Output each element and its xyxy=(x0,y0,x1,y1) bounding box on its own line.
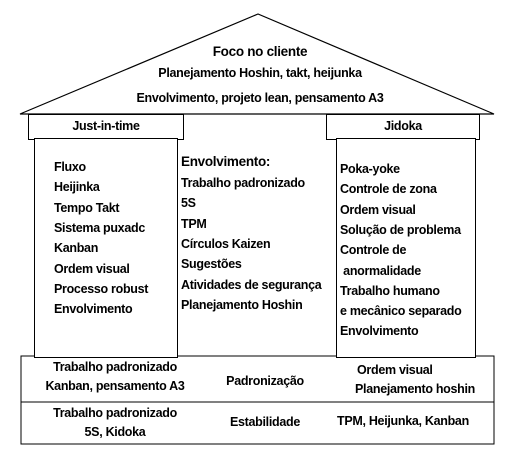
jidoka-item: Ordem visual xyxy=(340,202,416,217)
just-in-time-item: Envolvimento xyxy=(54,302,133,317)
jidoka-item: Envolvimento xyxy=(340,324,419,339)
just-in-time-item: Processo robust xyxy=(54,281,149,296)
jidoka-item: Poka-yoke xyxy=(340,162,400,176)
just-in-time-header: Just-in-time xyxy=(72,119,140,133)
jidoka-item: Trabalho humano xyxy=(340,283,440,298)
envolvimento-item: TPM xyxy=(181,216,207,231)
standardization-label: Padronização xyxy=(226,374,304,388)
stab-left-line-1: Trabalho padronizado xyxy=(53,406,177,420)
just-in-time-item: Tempo Takt xyxy=(54,200,120,215)
roof-line-1: Planejamento Hoshin, takt, heijunka xyxy=(158,66,362,80)
just-in-time-list xyxy=(54,160,178,330)
jidoka-item: Controle de xyxy=(340,243,407,258)
stab-left-line-2: 5S, Kidoka xyxy=(84,425,146,439)
envolvimento-item: Sugestões xyxy=(181,257,242,272)
stability-label: Estabilidade xyxy=(229,415,301,429)
jidoka-list xyxy=(340,162,474,352)
center-header: Envolvimento: xyxy=(181,154,271,169)
just-in-time-item: Kanban xyxy=(54,241,99,256)
envolvimento-item: Planejamento Hoshin xyxy=(181,297,303,312)
just-in-time-item: Ordem visual xyxy=(54,261,130,276)
envolvimento-item: 5S xyxy=(181,196,196,211)
roof-line-2: Envolvimento, projeto lean, pensamento A3 xyxy=(136,91,384,105)
jidoka-header: Jidoka xyxy=(384,119,422,133)
std-right-line-1: Ordem visual xyxy=(357,363,433,377)
just-in-time-item: Heijinka xyxy=(54,180,100,195)
std-left-line-2: Kanban, pensamento A3 xyxy=(45,379,185,393)
std-right-line-2: Planejamento hoshin xyxy=(355,382,476,396)
just-in-time-item: Fluxo xyxy=(54,160,86,174)
envolvimento-list xyxy=(181,176,337,336)
jidoka-item: Controle de zona xyxy=(340,182,437,197)
jidoka-item: anormalidade xyxy=(340,263,421,278)
roof-title: Foco no cliente xyxy=(212,44,308,59)
stab-right: TPM, Heijunka, Kanban xyxy=(337,414,469,428)
envolvimento-item: Trabalho padronizado xyxy=(181,176,305,190)
envolvimento-item: Círculos Kaizen xyxy=(181,236,271,251)
just-in-time-item: Sistema puxadc xyxy=(54,220,145,235)
envolvimento-item: Atividades de segurança xyxy=(181,277,322,292)
std-left-line-1: Trabalho padronizado xyxy=(53,360,177,374)
jidoka-item: e mecânico separado xyxy=(340,304,462,319)
jidoka-item: Solução de problema xyxy=(340,222,461,237)
